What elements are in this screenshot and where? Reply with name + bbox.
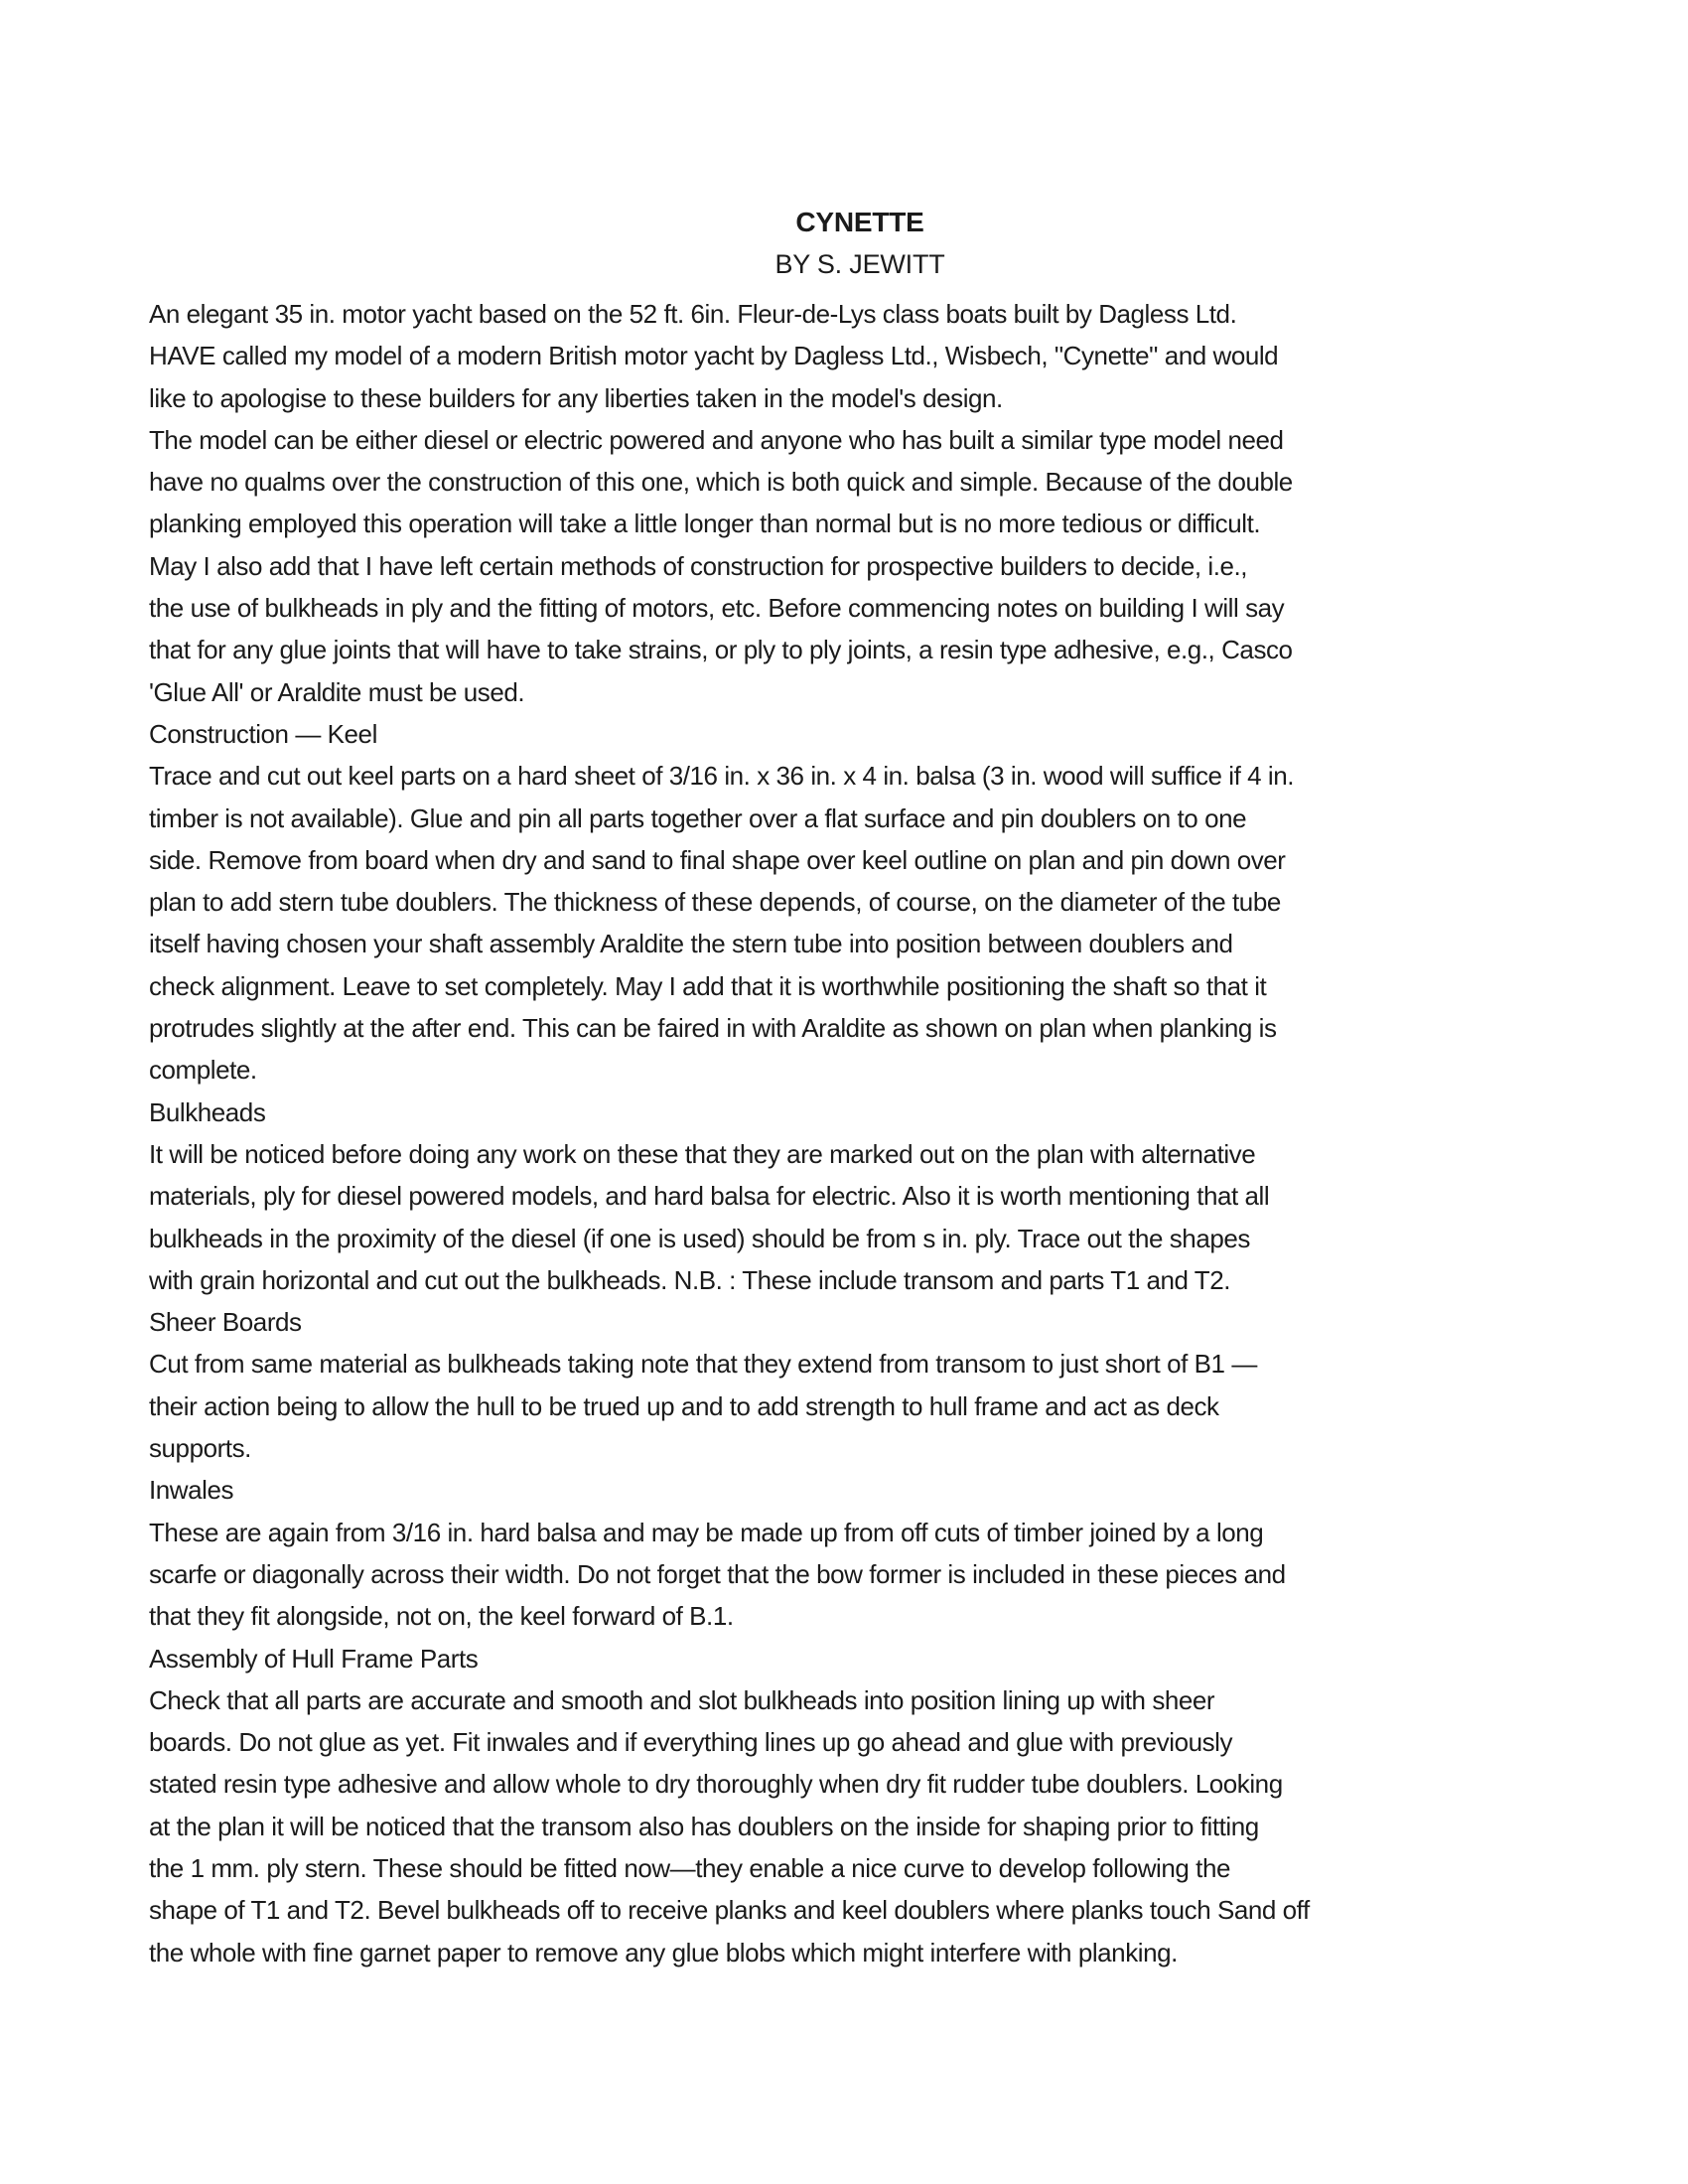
body-line: that for any glue joints that will have to take strains, or ply to ply joints, a resin type adhesive, e.g., Casco	[149, 635, 1293, 665]
body-line: the use of bulkheads in ply and the fitting of motors, etc. Before commencing notes on building I will say	[149, 593, 1285, 624]
body-line: like to apologise to these builders for any liberties taken in the model's design.	[149, 382, 1003, 413]
body-line: that they fit alongside, not on, the keel forward of B.1.	[149, 1601, 734, 1632]
section-heading: Bulkheads	[149, 1096, 266, 1127]
body-line: shape of T1 and T2. Bevel bulkheads off to receive planks and keel doublers where planks touch Sand off	[149, 1895, 1310, 1926]
body-line: plan to add stern tube doublers. The thickness of these depends, of course, on the diameter of the tube	[149, 887, 1281, 918]
section-heading: Construction — Keel	[149, 718, 377, 749]
section-heading: Sheer Boards	[149, 1307, 302, 1338]
body-line: timber is not available). Glue and pin all parts together over a flat surface and pin doublers on to one	[149, 802, 1247, 833]
body-line: materials, ply for diesel powered models, and hard balsa for electric. Also it is worth mentioning that all	[149, 1181, 1270, 1212]
body-line: Check that all parts are accurate and smooth and slot bulkheads into position lining up with sheer	[149, 1684, 1215, 1715]
page-title: CYNETTE	[795, 207, 924, 237]
byline: BY S. JEWITT	[774, 249, 945, 279]
body-line: the 1 mm. ply stern. These should be fitted now—they enable a nice curve to develop following the	[149, 1852, 1230, 1883]
body-line: the whole with fine garnet paper to remove any glue blobs which might interfere with planking.	[149, 1937, 1178, 1967]
body-line: It will be noticed before doing any work on these that they are marked out on the plan with alternative	[149, 1138, 1256, 1169]
body-line: The model can be either diesel or electric powered and anyone who has built a similar type model need	[149, 424, 1284, 455]
body-line: These are again from 3/16 in. hard balsa and may be made up from off cuts of timber joined by a long	[149, 1517, 1264, 1547]
body-line: An elegant 35 in. motor yacht based on the 52 ft. 6in. Fleur-de-Lys class boats built by Dagless Ltd.	[149, 299, 1237, 329]
body-line: protrudes slightly at the after end. This can be faired in with Araldite as shown on plan when planking is	[149, 1013, 1277, 1044]
body-line: complete.	[149, 1055, 257, 1086]
section-heading: Inwales	[149, 1475, 234, 1506]
body-line: supports.	[149, 1433, 251, 1464]
body-line: with grain horizontal and cut out the bulkheads. N.B. : These include transom and parts T1 and T2.	[149, 1264, 1231, 1295]
body-line: their action being to allow the hull to be trued up and to add strength to hull frame and act as deck	[149, 1390, 1219, 1421]
body-line: check alignment. Leave to set completely. May I add that it is worthwhile positioning the shaft so that it	[149, 970, 1267, 1001]
body-line: Trace and cut out keel parts on a hard sheet of 3/16 in. x 36 in. x 4 in. balsa (3 in. wood will suffice if 4 in.	[149, 761, 1295, 792]
body-line: boards. Do not glue as yet. Fit inwales and if everything lines up go ahead and glue with previously	[149, 1727, 1233, 1758]
body-line: scarfe or diagonally across their width. Do not forget that the bow former is included in these pieces and	[149, 1558, 1286, 1589]
body-line: stated resin type adhesive and allow whole to dry thoroughly when dry fit rudder tube doublers. Looking	[149, 1769, 1283, 1800]
body-line: have no qualms over the construction of this one, which is both quick and simple. Because of the double	[149, 467, 1293, 498]
body-line: bulkheads in the proximity of the diesel (if one is used) should be from s in. ply. Trace out the shapes	[149, 1223, 1250, 1253]
document-body	[149, 293, 1571, 1973]
body-line: itself having chosen your shaft assembly Araldite the stern tube into position between doublers and	[149, 929, 1233, 959]
body-line: May I also add that I have left certain methods of construction for prospective builders to decide, i.e.,	[149, 550, 1248, 581]
body-line: HAVE called my model of a modern British motor yacht by Dagless Ltd., Wisbech, "Cynette" and would	[149, 341, 1279, 371]
body-line: at the plan it will be noticed that the transom also has doublers on the inside for shaping prior to fitting	[149, 1811, 1259, 1841]
body-line: 'Glue All' or Araldite must be used.	[149, 676, 525, 707]
body-line: side. Remove from board when dry and sand to final shape over keel outline on plan and pin down over	[149, 844, 1286, 875]
body-line: planking employed this operation will take a little longer than normal but is no more tedious or difficult.	[149, 509, 1261, 539]
section-heading: Assembly of Hull Frame Parts	[149, 1643, 479, 1674]
body-line: Cut from same material as bulkheads taking note that they extend from transom to just short of B1 —	[149, 1349, 1257, 1380]
